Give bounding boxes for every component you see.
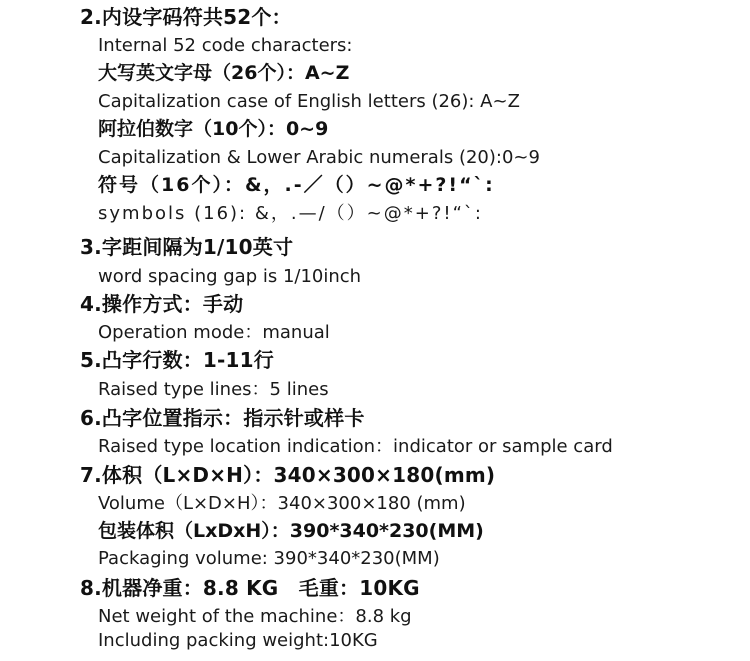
section-7-en: Volume（L×D×H）：340×300×180 (mm)	[98, 493, 466, 514]
section-4-en: Operation mode：manual	[98, 322, 330, 343]
arabic-numerals-en: Capitalization & Lower Arabic numerals (20):0~9	[98, 147, 540, 168]
section-6-en: Raised type location indication：indicator or sample card	[98, 436, 613, 457]
packaging-volume-zh-label: 包装体积（LxDxH）：	[98, 520, 290, 542]
section-7-title: 7.体积（L×D×H）：340×300×180(mm)	[80, 463, 496, 487]
packaging-volume-zh-value: 390*340*230(MM)	[289, 520, 484, 542]
section-2-title: 2.内设字码符共52个：	[80, 5, 292, 29]
section-8-title: 8.机器净重：8.8 KG 毛重：10KG	[80, 576, 420, 600]
symbols-en: symbols (16): &，.—/（）~@*+?!“`:	[98, 203, 483, 224]
packaging-volume-en: Packaging volume: 390*340*230(MM)	[98, 548, 440, 569]
section-6-title: 6.凸字位置指示：指示针或样卡	[80, 406, 365, 430]
gross-weight-en: Including packing weight:10KG	[98, 630, 378, 651]
net-weight-en: Net weight of the machine：8.8 kg	[98, 606, 412, 627]
section-2-subtitle: Internal 52 code characters:	[98, 35, 353, 56]
section-3-title: 3.字距间隔为1/10英寸	[80, 235, 294, 259]
section-5-en: Raised type lines：5 lines	[98, 379, 329, 400]
section-3-en: word spacing gap is 1/10inch	[98, 266, 362, 287]
section-5-title: 5.凸字行数：1-11行	[80, 348, 274, 372]
uppercase-letters-en: Capitalization case of English letters (26): A~Z	[98, 91, 520, 112]
arabic-numerals-zh: 阿拉伯数字（10个）：0~9	[98, 118, 329, 140]
symbols-zh: 符号（16个）：&，.-／（）~@*+?!“`:	[98, 174, 495, 196]
packaging-volume-zh	[98, 522, 484, 541]
uppercase-letters-zh: 大写英文字母（26个）：A~Z	[98, 62, 350, 84]
section-4-title: 4.操作方式：手动	[80, 292, 244, 316]
